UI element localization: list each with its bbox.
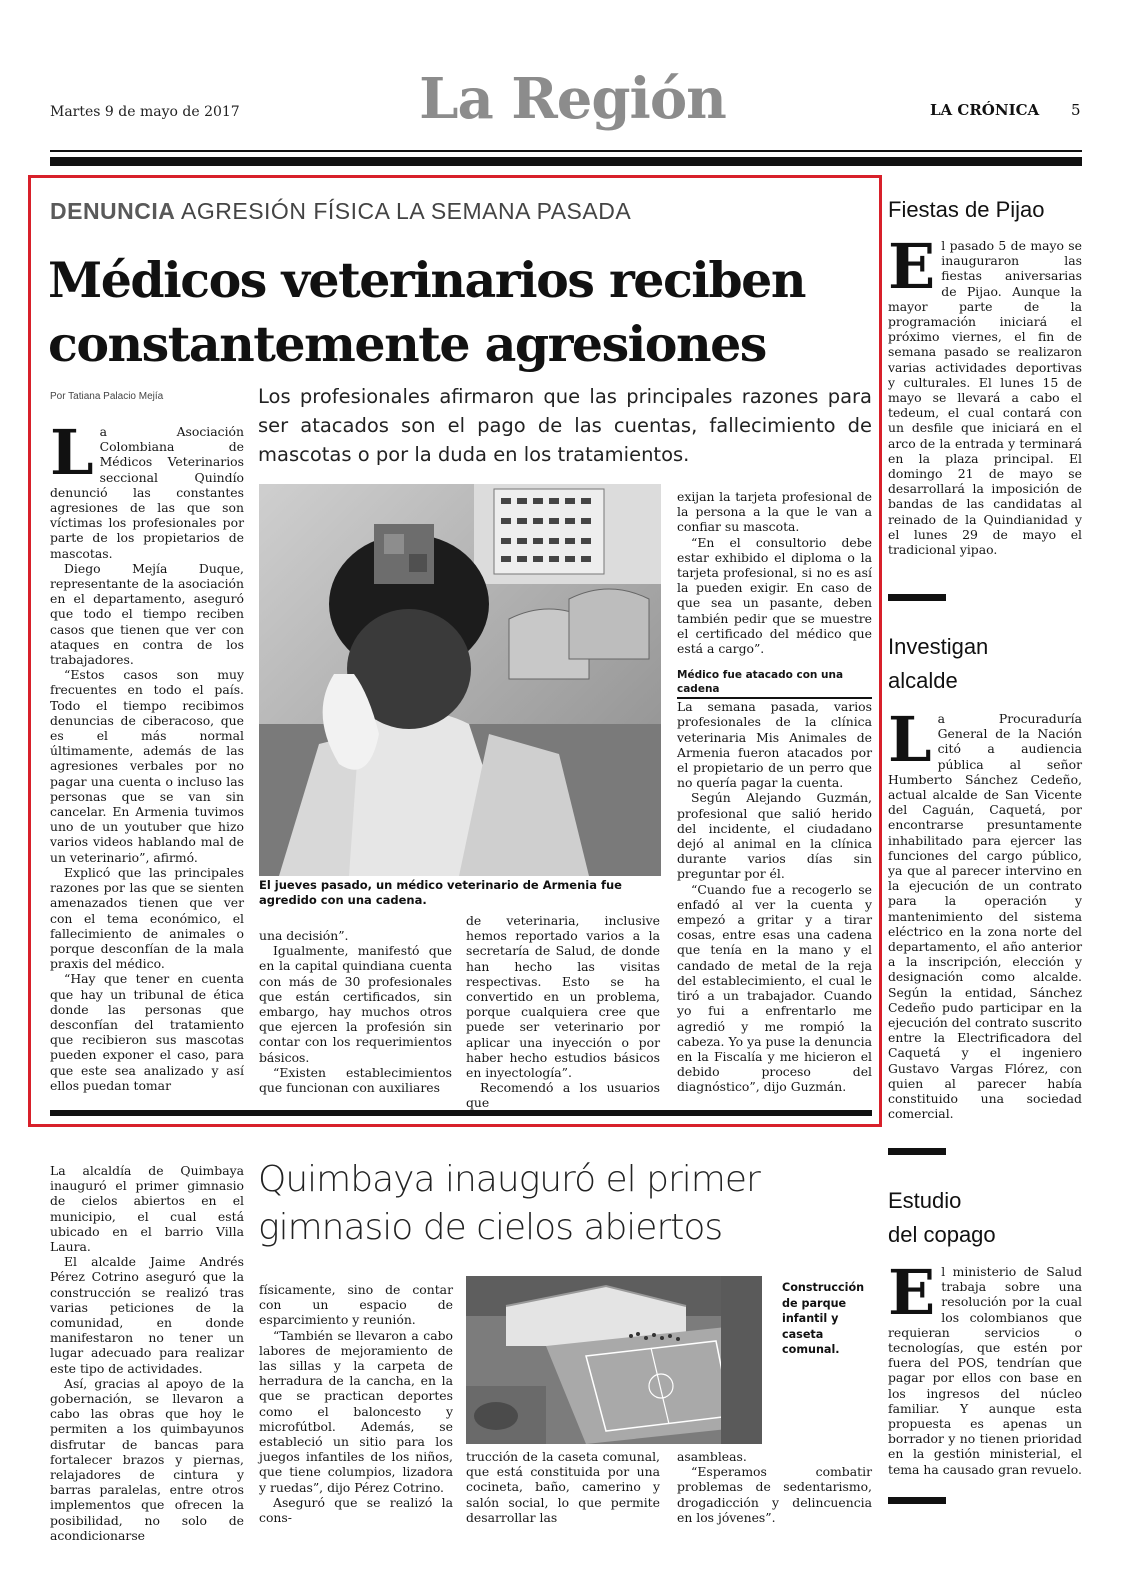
paragraph: “Esperamos combatir problemas de sedentarismo, drogadicción y delincuencia en los jóvenes”. xyxy=(677,1464,872,1525)
paragraph: Recomendó a los usuarios que xyxy=(466,1080,660,1111)
second-col-1 xyxy=(50,1163,244,1543)
park-photo-caption: Construcción de parque infantil y caseta comunal. xyxy=(782,1281,865,1356)
paragraph: “Cuando fue a recogerlo se enfadó al ver la cuenta y empezó a gritar y a tirar cosas, entre esas una cadena que tenía en la mano y el candado de metal de la reja del establecimiento, el cual le tiró a un trabajador. Cuando yo fui a enfrentarlo me agredió y me rompió la cabeza. Yo ya puse la denuncia en la Fiscalía y me hicieron el debido proceso del diagnóstico”, dijo Guzmán. xyxy=(677,881,872,1095)
header-thick-rule xyxy=(50,157,1082,166)
paragraph: El alcalde Jaime Andrés Pérez Cotrino aseguró que la construcción se realizó tras varias peticiones de la comunidad, en donde manifestaron no tener un lugar adecuado para realizar este tipo de actividades. xyxy=(50,1254,244,1376)
sidebar-title-investigan xyxy=(888,630,1088,698)
paragraph: l pasado 5 de mayo se inauguraron las fiestas aniversarias de Pijao. Aunque la mayor parte de la programación iniciará el próximo viernes, el fin de semana pasado se realizaron varias actividades deportivas y culturales. El lunes 15 de mayo se llevará a cabo el tedeum, el cual contará con un desfile que iniciará en el arco de la entrada y terminará en la plaza principal. El domingo 21 de mayo se desarrollará la imposición de bandas de las candidatas al reinado de la Quindianidad y el lunes 29 de mayo el tradicional yipao. xyxy=(888,238,1082,558)
park-photo xyxy=(466,1276,762,1444)
paragraph: físicamente, sino de contar con un espacio de esparcimiento y reunión. xyxy=(259,1282,453,1328)
main-col-2 xyxy=(259,928,452,1095)
drop-cap: L xyxy=(50,416,94,489)
main-bottom-rule xyxy=(50,1110,872,1116)
article-dek: Los profesionales afirmaron que las principales razones para ser atacados son el pago de las cuentas, fallecimiento de mascotas o por la duda en los tratamientos. xyxy=(258,385,872,466)
title-line: del copago xyxy=(888,1222,996,1247)
byline: Por Tatiana Palacio Mejía xyxy=(50,391,164,402)
second-col-2 xyxy=(259,1282,453,1525)
paragraph: a Procuraduría General de la Nación citó a audiencia pública al señor Humberto Sánchez Cedeño, actual alcalde de San Vicente del Caguán, Caquetá, por encontrarse presuntamente inhabilitado para ejercer las funciones del cargo público, ya que al parecer intervino en la ejecución de un contrato para la operación y mantenimiento del sistema eléctrico en la zona norte del departamento, el año anterior a la inscripción, elección y designación como alcalde. Según la entidad, Sánchez Cedeño pudo participar en la ejecución del contrato suscrito entre la Electrificadora del Caquetá y el ingeniero Gustavo Vargas Flórez, con quien al parecer había constituido una sociedad comercial. xyxy=(888,711,1082,1122)
sidebar-divider xyxy=(888,1148,946,1155)
paragraph: l ministerio de Salud trabaja sobre una resolución por la cual los colombianos que requieran servicios o tecnologías, que estén por fuera del POS, tendrían que pagar por ellos con base en los ingresos del núcleo familiar. Y aunque esta propuesta es apenas un borrador y no tienen prioridad en la gestión ministerial, el tema ha causado gran revuelo. xyxy=(888,1264,1082,1477)
drop-cap: L xyxy=(888,703,932,776)
issue-date: Martes 9 de mayo de 2017 xyxy=(50,104,240,120)
vet-photo-illustration xyxy=(259,484,661,876)
title-line: Investigan xyxy=(888,634,989,659)
paragraph: Diego Mejía Duque, representante de la asociación en el departamento, aseguró que todo el tiempo reciben casos que tienen que ver con ataques en contra de los trabajadores. xyxy=(50,560,244,668)
main-photo xyxy=(259,484,661,876)
paragraph: exijan la tarjeta profesional de la persona a la que le van a confiar su mascota. xyxy=(677,489,872,535)
park-photo-illustration xyxy=(466,1276,762,1444)
main-col-1 xyxy=(50,416,244,1093)
paragraph: a Asociación Colombiana de Médicos Veterinarios seccional Quindío denunció las constantes agresiones de las que son víctimas los profesionales por parte de los propietarios de mascotas. xyxy=(50,424,244,561)
section-title: La Región xyxy=(419,66,726,132)
sidebar-title-copago xyxy=(888,1184,1088,1252)
title-line: Estudio xyxy=(888,1188,962,1213)
paragraph: Aseguró que se realizó la cons- xyxy=(259,1494,453,1526)
main-col-3 xyxy=(466,913,660,1111)
kicker xyxy=(50,198,631,225)
header-thin-rule xyxy=(50,150,1082,152)
paragraph: Explicó que las principales razones por las que se sienten amenazados tienen que ver con el tema económico, el fallecimiento de animales o porque desconfían de la mala praxis del médico. xyxy=(50,864,244,972)
paragraph: de veterinaria, inclusive hemos reportado varios a la secretaría de Salud, de donde han hecho las visitas respectivas. Esto se ha convertido en un problema, porque cualquiera cree que puede ser veterinario por aplicar una inyección o por haber hecho estudios básicos en inyectología”. xyxy=(466,913,660,1081)
kicker-strong: DENUNCIA xyxy=(50,198,176,224)
paragraph: asambleas. xyxy=(677,1449,747,1464)
paragraph: “Hay que tener en cuenta que hay un tribunal de ética donde las personas que desconfían del tratamiento que recibieron sus mascotas pueden exponer el caso, para que este sea analizado y así ellos puedan tomar xyxy=(50,971,244,1093)
paragraph: “Estos casos son muy frecuentes en todo el país. Todo el tiempo recibimos denuncias de ciberacoso, que es el más normal últimamente, además de las agresiones verbales por no pagar una cuenta o incluso las personas que se van sin cancelar. En Armenia tuvimos uno de un youtuber que hizo varios videos hablando mal de un veterinario”, afirmó. xyxy=(50,667,244,865)
paragraph: una decisión”. xyxy=(259,928,349,943)
paragraph: Igualmente, manifestó que en la capital quindiana cuenta con más de 30 profesionales que están certificados, sin embargo, hay muchos otros que ejercen la profesión sin contar con los requerimientos básicos. xyxy=(259,943,452,1065)
title-line: alcalde xyxy=(888,668,958,693)
paragraph: “En el consultorio debe estar exhibido el diploma o la tarjeta profesional, si no es así la pueden exigir. En caso de que sea un pasante, deben también pedir que se muestre el certificado del médico que está a cargo”. xyxy=(677,534,872,657)
main-col-4 xyxy=(677,489,872,1095)
sidebar-title-fiestas: Fiestas de Pijao xyxy=(888,197,1045,222)
drop-cap: E xyxy=(888,230,936,303)
headline-line-1: Médicos veterinarios reciben xyxy=(48,251,805,309)
paragraph: trucción de la caseta comunal, que está constituida por una cocineta, baño, camerino y salón social, lo que permite desarrollar las xyxy=(466,1449,660,1525)
page-number: 5 xyxy=(1071,101,1081,119)
sidebar-text-copago xyxy=(888,1256,1082,1477)
second-headline: Quimbaya inauguró el primer gimnasio de cielos abiertos xyxy=(258,1159,760,1248)
paragraph: “También se llevaron a cabo labores de mejoramiento de las sillas y la carpeta de herradura de la cancha, en la que se practican deportes como el baloncesto y microfútbol. Además, se estableció un sitio para los juegos infantiles de los niños, que tiene columpios, lizadora y ruedas”, dijo Pérez Cotrino. xyxy=(259,1327,453,1495)
sidebar-text-fiestas xyxy=(888,230,1082,558)
paragraph: Así, gracias al apoyo de la gobernación, se llevaron a cabo las obras que hoy le permiten a los quimbayunos disfrutar de bancas para fortalecer brazos y piernas, relajadores de cintura y barras paralelas, entre otros implementos que ofrecen la posibilidad, no solo de acondicionarse xyxy=(50,1375,244,1543)
newspaper-brand: LA CRÓNICA xyxy=(930,101,1040,119)
photo-caption: El jueves pasado, un médico veterinario de Armenia fue agredido con una cadena. xyxy=(259,878,622,907)
sidebar-divider xyxy=(888,1497,946,1504)
sidebar-divider xyxy=(888,594,946,601)
kicker-text: AGRESIÓN FÍSICA LA SEMANA PASADA xyxy=(181,198,632,224)
main-headline xyxy=(48,248,878,376)
subhead: Médico fue atacado con una cadena xyxy=(677,668,872,699)
paragraph: “Existen establecimientos que funcionan con auxiliares xyxy=(259,1064,452,1096)
drop-cap: E xyxy=(888,1256,936,1329)
paragraph: Según Alejando Guzmán, profesional que salió herido del incidente, el ciudadano dejó al animal en la clínica durante varios días sin preguntar por él. xyxy=(677,790,872,882)
sidebar-text-investigan xyxy=(888,703,1082,1122)
paragraph: La alcaldía de Quimbaya inauguró el primer gimnasio de cielos abiertos en el municipio, el cual está ubicado en el barrio Villa Laura. xyxy=(50,1163,244,1255)
second-col-3 xyxy=(466,1449,660,1525)
second-col-4 xyxy=(677,1449,872,1525)
headline-line-2: constantemente agresiones xyxy=(48,315,766,373)
paragraph: La semana pasada, varios profesionales de la clínica veterinaria Mis Animales de Armenia fueron atacados por el propietario de un perro que no quería pagar la cuenta. xyxy=(677,699,872,791)
